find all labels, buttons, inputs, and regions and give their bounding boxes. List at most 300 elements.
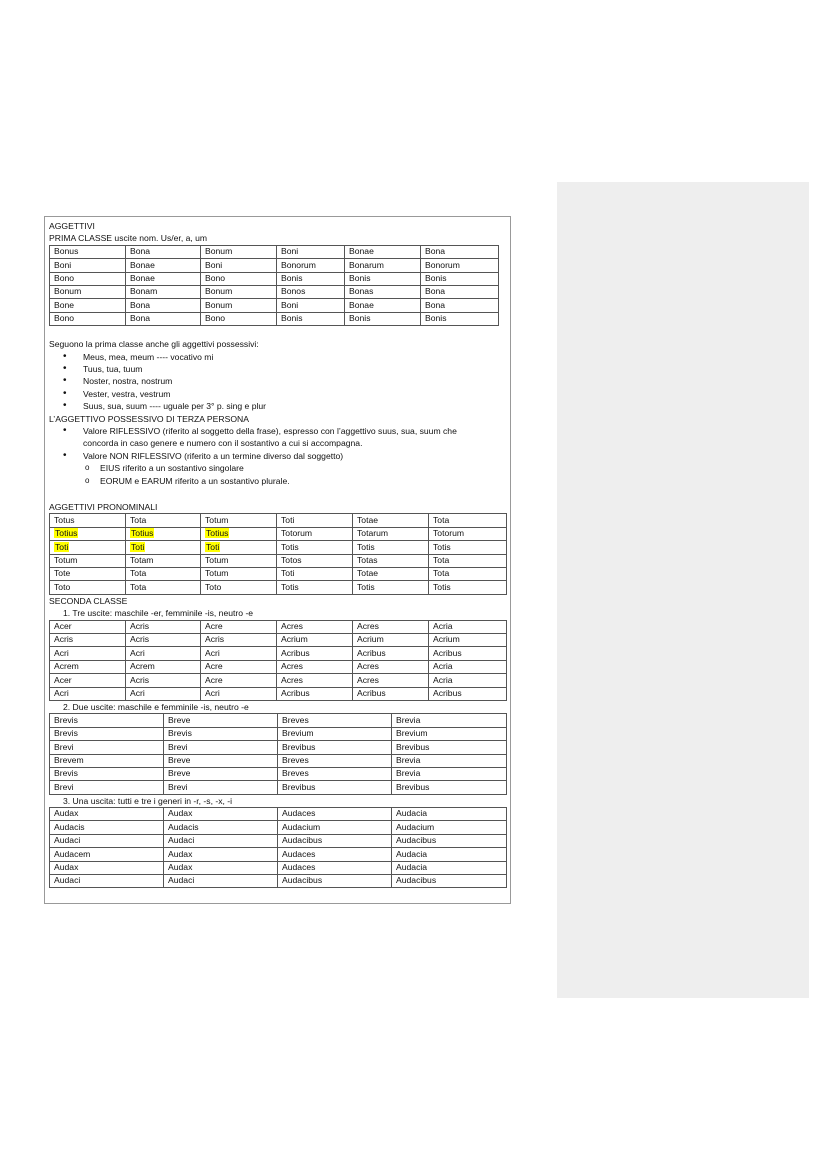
cell-text: Acri	[130, 647, 145, 658]
cell-text: Acres	[281, 661, 303, 672]
table-row	[50, 514, 507, 527]
cell-text: Bonae	[349, 246, 374, 257]
cell-text: Bona	[425, 286, 446, 297]
table-cell	[164, 767, 278, 780]
table-cell	[353, 568, 429, 581]
table-cell	[278, 808, 392, 821]
cell-text: Acribus	[281, 687, 310, 698]
cell-text: Brevi	[54, 741, 74, 752]
table-cell	[429, 568, 507, 581]
table-cell	[126, 527, 201, 540]
table-cell	[353, 581, 429, 594]
terza-persona-sublist	[85, 462, 506, 487]
table-cell	[392, 781, 507, 794]
cell-text: Bona	[130, 299, 151, 310]
table-cell	[201, 647, 277, 660]
table-cell	[201, 514, 277, 527]
cell-text: Totis	[281, 581, 299, 592]
comment-margin-panel	[557, 182, 809, 998]
table-cell	[126, 620, 201, 633]
table-cell	[429, 581, 507, 594]
table-cell	[126, 660, 201, 673]
due-uscite-heading: 2. Due uscite: maschile e femminile -is, neutro -e	[63, 701, 249, 712]
table-cell	[429, 527, 507, 540]
table-cell	[50, 714, 164, 727]
una-uscita-heading: 3. Una uscita: tutti e tre i generi in -r, -s, -x, -i	[63, 795, 233, 806]
cell-text: Tota	[130, 581, 147, 592]
table-cell	[50, 554, 126, 567]
cell-text: Tota	[130, 568, 147, 579]
cell-text: Bone	[54, 299, 75, 310]
cell-text: Audacis	[54, 821, 85, 832]
table-cell	[392, 727, 507, 740]
cell-text: Bonum	[54, 286, 82, 297]
table-cell	[429, 620, 507, 633]
cell-text: Acribus	[357, 647, 386, 658]
cell-text: Bonorum	[281, 259, 316, 270]
cell-text: Acri	[205, 647, 220, 658]
table-cell	[277, 272, 345, 285]
table-cell	[50, 834, 164, 847]
table-cell	[392, 714, 507, 727]
table-row	[50, 875, 507, 888]
list-item: • Suus, sua, suum ---- uguale per 3° p. sing e plur	[63, 400, 506, 412]
table-cell	[278, 727, 392, 740]
cell-text: Tota	[433, 514, 450, 525]
cell-text: Acri	[205, 687, 220, 698]
table-cell	[277, 633, 353, 646]
table-row	[50, 285, 499, 298]
cell-text: Brevis	[54, 768, 78, 779]
table-row	[50, 674, 507, 687]
table-cell	[164, 861, 278, 874]
table-cell	[126, 245, 201, 258]
list-item: • Vester, vestra, vestrum	[63, 388, 506, 400]
table-cell	[353, 527, 429, 540]
cell-text: Audacibus	[396, 835, 437, 846]
cell-text: Totas	[357, 555, 378, 565]
cell-text: Brevia	[396, 768, 421, 779]
table-row	[50, 821, 507, 834]
cell-text: Bono	[54, 313, 75, 324]
table-cell	[50, 514, 126, 527]
table-cell	[278, 861, 392, 874]
table-cell	[126, 259, 201, 272]
cell-text: Audaces	[282, 848, 316, 859]
cell-text: Bonis	[349, 313, 371, 324]
table-cell	[278, 834, 392, 847]
table-cell	[345, 299, 421, 312]
table-cell	[50, 754, 164, 767]
table-cell	[345, 312, 421, 325]
table-cell	[201, 259, 277, 272]
table-cell	[201, 527, 277, 540]
cell-text: Acri	[130, 687, 145, 698]
table-cell	[345, 259, 421, 272]
cell-text: Totius	[206, 528, 229, 539]
table-cell	[278, 781, 392, 794]
possessivi-list	[63, 351, 506, 413]
table-row	[50, 861, 507, 874]
table-cell	[345, 245, 421, 258]
cell-text: Brevem	[54, 754, 84, 765]
table-cell	[392, 741, 507, 754]
table-cell	[277, 312, 345, 325]
table-cell	[50, 541, 126, 554]
table-tre-uscite	[49, 620, 507, 701]
cell-text: Acer	[54, 620, 72, 631]
table-cell	[50, 767, 164, 780]
list-item: • Valore NON RIFLESSIVO (riferito a un termine diverso dal soggetto)	[63, 450, 506, 462]
cell-text: Brevibus	[396, 781, 430, 792]
table-cell	[50, 781, 164, 794]
cell-text: Bono	[205, 272, 226, 283]
table-cell	[392, 875, 507, 888]
table-cell	[201, 312, 277, 325]
table-cell	[164, 714, 278, 727]
cell-text: Breves	[282, 714, 309, 725]
cell-text: Bonis	[281, 313, 303, 324]
table-cell	[277, 674, 353, 687]
table-cell	[50, 568, 126, 581]
table-cell	[126, 514, 201, 527]
cell-text: Audaci	[54, 835, 81, 846]
seconda-classe-heading: SECONDA CLASSE	[49, 595, 128, 606]
table-cell	[277, 568, 353, 581]
table-cell	[278, 741, 392, 754]
document-content	[44, 216, 511, 904]
cell-text: Acris	[54, 634, 74, 645]
cell-text: Acres	[281, 620, 303, 631]
table-cell	[50, 674, 126, 687]
cell-text: Totae	[357, 568, 379, 579]
table-cell	[126, 554, 201, 567]
table-row	[50, 714, 507, 727]
table-cell	[201, 581, 277, 594]
cell-text: Acri	[54, 687, 69, 698]
cell-text: Audax	[54, 808, 79, 819]
cell-text: Acris	[130, 620, 150, 631]
table-row	[50, 312, 499, 325]
cell-text: Tota	[130, 514, 147, 525]
cell-text: Totorum	[433, 528, 465, 539]
table-cell	[353, 541, 429, 554]
cell-text: Audax	[168, 848, 193, 859]
cell-text: Audax	[168, 808, 193, 819]
table-cell	[345, 285, 421, 298]
cell-text: Totius	[55, 528, 78, 539]
riflessivo-line-1: • Valore RIFLESSIVO (riferito al soggetto della frase), espresso con l’aggettivo suus, sua, suum che	[83, 426, 457, 436]
prima-classe-heading: PRIMA CLASSE uscite nom. Us/er, a, um	[49, 233, 208, 244]
cell-text: Totius	[131, 528, 154, 539]
table-cell	[50, 527, 126, 540]
cell-text: Brevi	[168, 781, 188, 792]
riflessivo-line-2: concorda in caso genere e numero con il sostantivo a cui si accompagna.	[83, 438, 363, 449]
due-uscite-item	[63, 701, 506, 713]
cell-text: Acrium	[433, 634, 460, 645]
table-cell	[277, 554, 353, 567]
cell-text: Acris	[130, 634, 150, 645]
cell-text: Toti	[55, 541, 69, 552]
cell-text: Bonis	[281, 272, 303, 283]
table-cell	[126, 687, 201, 700]
cell-text: Brevia	[396, 714, 421, 725]
cell-text: Brevibus	[396, 741, 430, 752]
cell-text: Brevia	[396, 754, 421, 765]
table-due-uscite	[49, 713, 507, 794]
table-cell	[277, 245, 345, 258]
cell-text: Breve	[168, 754, 191, 765]
table-cell	[50, 647, 126, 660]
cell-text: Audacium	[282, 821, 321, 832]
cell-text: Totis	[433, 541, 451, 552]
table-cell	[421, 259, 499, 272]
cell-text: Totum	[54, 555, 78, 565]
cell-text: Brevi	[168, 741, 188, 752]
table-cell	[201, 272, 277, 285]
table-cell	[50, 259, 126, 272]
cell-text: Boni	[281, 246, 299, 257]
table-cell	[392, 861, 507, 874]
cell-text: Brevium	[282, 728, 314, 739]
table-cell	[201, 633, 277, 646]
table-cell	[429, 687, 507, 700]
cell-text: Bonum	[205, 299, 233, 310]
cell-text: Acre	[205, 620, 223, 631]
cell-text: Bona	[425, 299, 446, 310]
cell-text: Totarum	[357, 528, 389, 539]
table-cell	[50, 687, 126, 700]
cell-text: Bona	[130, 313, 151, 324]
cell-text: Bonos	[281, 286, 306, 297]
table-row	[50, 848, 507, 861]
cell-text: Breve	[168, 714, 191, 725]
possessivi-intro: Seguono la prima classe anche gli aggettivi possessivi:	[49, 339, 259, 350]
table-cell	[392, 754, 507, 767]
table-cell	[164, 727, 278, 740]
table-cell	[429, 554, 507, 567]
table-cell	[164, 848, 278, 861]
cell-text: Audaci	[54, 875, 81, 886]
title-heading: AGGETTIVI	[49, 221, 95, 231]
cell-text: Breve	[168, 768, 191, 779]
table-cell	[201, 620, 277, 633]
table-cell	[429, 674, 507, 687]
table-row	[50, 272, 499, 285]
table-cell	[50, 312, 126, 325]
cell-text: Tota	[433, 568, 450, 579]
table-cell	[201, 285, 277, 298]
table-cell	[277, 620, 353, 633]
table-cell	[164, 741, 278, 754]
table-cell	[392, 834, 507, 847]
cell-text: Acria	[433, 661, 453, 672]
table-cell	[277, 660, 353, 673]
table-cell	[50, 660, 126, 673]
cell-text: Acribus	[433, 647, 462, 658]
cell-text: Brevis	[168, 728, 192, 739]
table-cell	[421, 245, 499, 258]
table-row	[50, 527, 507, 540]
cell-text: Totae	[357, 514, 379, 525]
cell-text: Acrium	[281, 634, 308, 645]
cell-text: Brevi	[54, 781, 74, 792]
table-cell	[353, 674, 429, 687]
cell-text: Bonum	[205, 246, 233, 257]
cell-text: Acris	[130, 674, 150, 685]
cell-text: Audacem	[54, 848, 91, 859]
table-row	[50, 781, 507, 794]
table-row	[50, 554, 507, 567]
table-row	[50, 727, 507, 740]
table-cell	[201, 660, 277, 673]
table-cell	[164, 781, 278, 794]
table-cell	[50, 633, 126, 646]
tre-uscite-item	[63, 607, 506, 619]
table-cell	[126, 647, 201, 660]
table-cell	[126, 541, 201, 554]
cell-text: Acribus	[357, 687, 386, 698]
table-cell	[353, 554, 429, 567]
cell-text: Acris	[205, 634, 225, 645]
cell-text: Totum	[205, 568, 229, 579]
table-cell	[50, 245, 126, 258]
list-item: • Noster, nostra, nostrum	[63, 375, 506, 387]
cell-text: Breves	[282, 754, 309, 765]
table-row	[50, 808, 507, 821]
table-cell	[50, 808, 164, 821]
cell-text: Acribus	[433, 687, 462, 698]
cell-text: Totum	[205, 555, 229, 565]
cell-text: Breves	[282, 768, 309, 779]
table-row	[50, 581, 507, 594]
table-cell	[277, 299, 345, 312]
table-prima-classe	[49, 245, 499, 326]
table-cell	[278, 848, 392, 861]
cell-text: Audacia	[396, 808, 428, 819]
table-cell	[201, 554, 277, 567]
table-cell	[126, 285, 201, 298]
cell-text: Bonae	[130, 259, 155, 270]
table-row	[50, 754, 507, 767]
cell-text: Audaci	[168, 835, 195, 846]
table-row	[50, 633, 507, 646]
cell-text: Toti	[131, 541, 145, 552]
list-item: o EORUM e EARUM riferito a un sostantivo plurale.	[85, 475, 506, 487]
table-cell	[429, 514, 507, 527]
cell-text: Bonum	[205, 286, 233, 297]
table-cell	[429, 647, 507, 660]
table-cell	[126, 299, 201, 312]
table-cell	[50, 727, 164, 740]
cell-text: Audaces	[282, 808, 316, 819]
table-cell	[392, 767, 507, 780]
table-cell	[353, 660, 429, 673]
table-cell	[278, 875, 392, 888]
cell-text: Bonam	[130, 286, 158, 297]
table-cell	[126, 272, 201, 285]
cell-text: Bona	[130, 246, 151, 257]
cell-text: Bonis	[349, 272, 371, 283]
table-cell	[164, 821, 278, 834]
table-cell	[50, 821, 164, 834]
table-row	[50, 647, 507, 660]
table-cell	[201, 687, 277, 700]
table-cell	[429, 541, 507, 554]
table-cell	[50, 285, 126, 298]
cell-text: Acres	[357, 661, 379, 672]
table-cell	[50, 272, 126, 285]
table-cell	[278, 767, 392, 780]
cell-text: Bona	[425, 246, 446, 257]
cell-text: Bonarum	[349, 259, 384, 270]
table-cell	[278, 754, 392, 767]
cell-text: Audacia	[396, 862, 428, 873]
cell-text: Audax	[54, 862, 79, 873]
table-cell	[277, 541, 353, 554]
cell-text: Totum	[205, 514, 229, 525]
table-cell	[277, 581, 353, 594]
list-item	[63, 425, 506, 450]
table-pronominali	[49, 513, 507, 594]
cell-text: Acre	[205, 674, 223, 685]
table-cell	[421, 272, 499, 285]
table-cell	[345, 272, 421, 285]
table-cell	[277, 647, 353, 660]
table-row	[50, 834, 507, 847]
table-cell	[201, 245, 277, 258]
table-cell	[50, 861, 164, 874]
table-row	[50, 687, 507, 700]
cell-text: Bonis	[425, 272, 447, 283]
cell-text: Acrium	[357, 634, 384, 645]
terza-persona-list	[63, 425, 506, 462]
table-row	[50, 660, 507, 673]
table-cell	[277, 259, 345, 272]
table-cell	[277, 687, 353, 700]
table-cell	[126, 312, 201, 325]
table-cell	[277, 514, 353, 527]
table-cell	[278, 821, 392, 834]
cell-text: Audacibus	[282, 835, 323, 846]
table-cell	[201, 568, 277, 581]
table-cell	[353, 514, 429, 527]
table-cell	[164, 808, 278, 821]
cell-text: Acribus	[281, 647, 310, 658]
una-uscita-item	[63, 795, 506, 807]
table-row	[50, 245, 499, 258]
table-cell	[126, 633, 201, 646]
cell-text: Audacium	[396, 821, 435, 832]
tre-uscite-heading: 1. Tre uscite: maschile -er, femminile -is, neutro -e	[63, 608, 254, 619]
cell-text: Audacibus	[282, 875, 323, 886]
table-cell	[429, 633, 507, 646]
list-item: • Meus, mea, meum ---- vocativo mi	[63, 351, 506, 363]
table-cell	[353, 633, 429, 646]
cell-text: Bonas	[349, 286, 374, 297]
cell-text: Acri	[54, 647, 69, 658]
table-cell	[278, 714, 392, 727]
cell-text: Boni	[54, 259, 72, 270]
cell-text: Acres	[281, 674, 303, 685]
table-cell	[353, 647, 429, 660]
table-cell	[421, 299, 499, 312]
table-cell	[126, 581, 201, 594]
table-cell	[392, 808, 507, 821]
table-cell	[201, 541, 277, 554]
cell-text: Acria	[433, 620, 453, 631]
cell-text: Bonorum	[425, 259, 460, 270]
